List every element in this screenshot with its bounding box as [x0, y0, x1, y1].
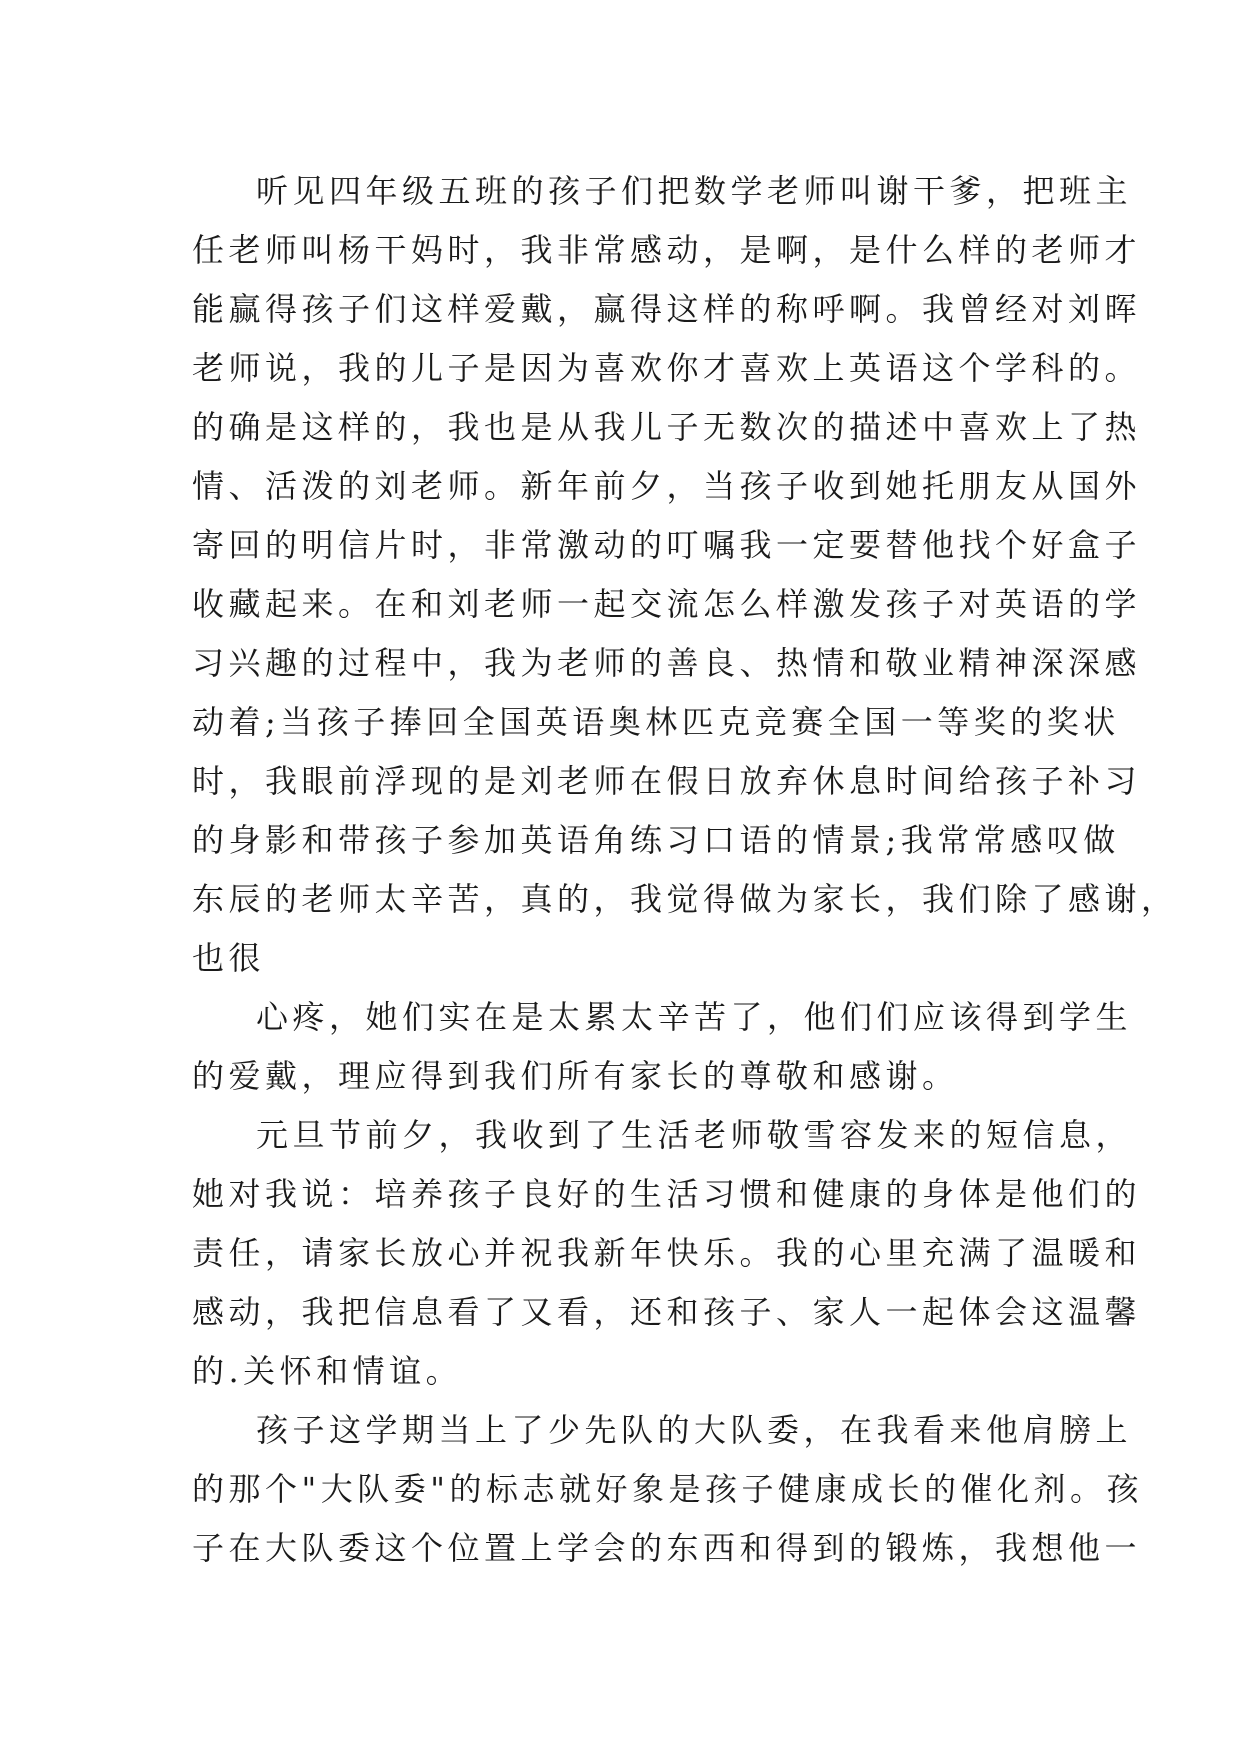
text-line: 的.关怀和情谊。 [192, 1352, 463, 1390]
text-line: 习兴趣的过程中，我为老师的善良、热情和敬业精神深深感 [192, 644, 1142, 682]
text-line: 任老师叫杨干妈时，我非常感动，是啊，是什么样的老师才 [192, 231, 1142, 269]
text-line: 的那个"大队委"的标志就好象是孩子健康成长的催化剂。孩 [192, 1470, 1143, 1508]
text-line: 元旦节前夕，我收到了生活老师敬雪容发来的短信息， [256, 1116, 1133, 1154]
text-line: 时，我眼前浮现的是刘老师在假日放弃休息时间给孩子补习 [192, 762, 1142, 800]
text-line: 寄回的明信片时，非常激动的叮嘱我一定要替他找个好盒子 [192, 526, 1142, 564]
text-line: 东辰的老师太辛苦，真的，我觉得做为家长，我们除了感谢， [192, 880, 1178, 918]
text-line: 情、活泼的刘老师。新年前夕，当孩子收到她托朋友从国外 [192, 467, 1142, 505]
text-line: 她对我说：培养孩子良好的生活习惯和健康的身体是他们的 [192, 1175, 1142, 1213]
text-line: 感动，我把信息看了又看，还和孩子、家人一起体会这温馨 [192, 1293, 1142, 1331]
text-line: 心疼，她们实在是太累太辛苦了，他们们应该得到学生 [256, 998, 1133, 1036]
text-line: 收藏起来。在和刘老师一起交流怎么样激发孩子对英语的学 [192, 585, 1142, 623]
text-line: 的身影和带孩子参加英语角练习口语的情景;我常常感叹做 [192, 821, 1120, 859]
text-line: 老师说，我的儿子是因为喜欢你才喜欢上英语这个学科的。 [192, 349, 1142, 387]
text-line: 的确是这样的，我也是从我儿子无数次的描述中喜欢上了热 [192, 408, 1142, 446]
text-line: 也很 [192, 939, 266, 977]
text-line: 动着;当孩子捧回全国英语奥林匹克竞赛全国一等奖的奖状 [192, 703, 1120, 741]
text-line: 责任，请家长放心并祝我新年快乐。我的心里充满了温暖和 [192, 1234, 1142, 1272]
body-text [192, 162, 1178, 1578]
text-line: 孩子这学期当上了少先队的大队委，在我看来他肩膀上 [256, 1411, 1133, 1449]
text-line: 的爱戴，理应得到我们所有家长的尊敬和感谢。 [192, 1057, 959, 1095]
text-line: 子在大队委这个位置上学会的东西和得到的锻炼，我想他一 [192, 1529, 1142, 1567]
text-line: 听见四年级五班的孩子们把数学老师叫谢干爹，把班主 [256, 172, 1133, 210]
text-line: 能赢得孩子们这样爱戴，赢得这样的称呼啊。我曾经对刘晖 [192, 290, 1142, 328]
